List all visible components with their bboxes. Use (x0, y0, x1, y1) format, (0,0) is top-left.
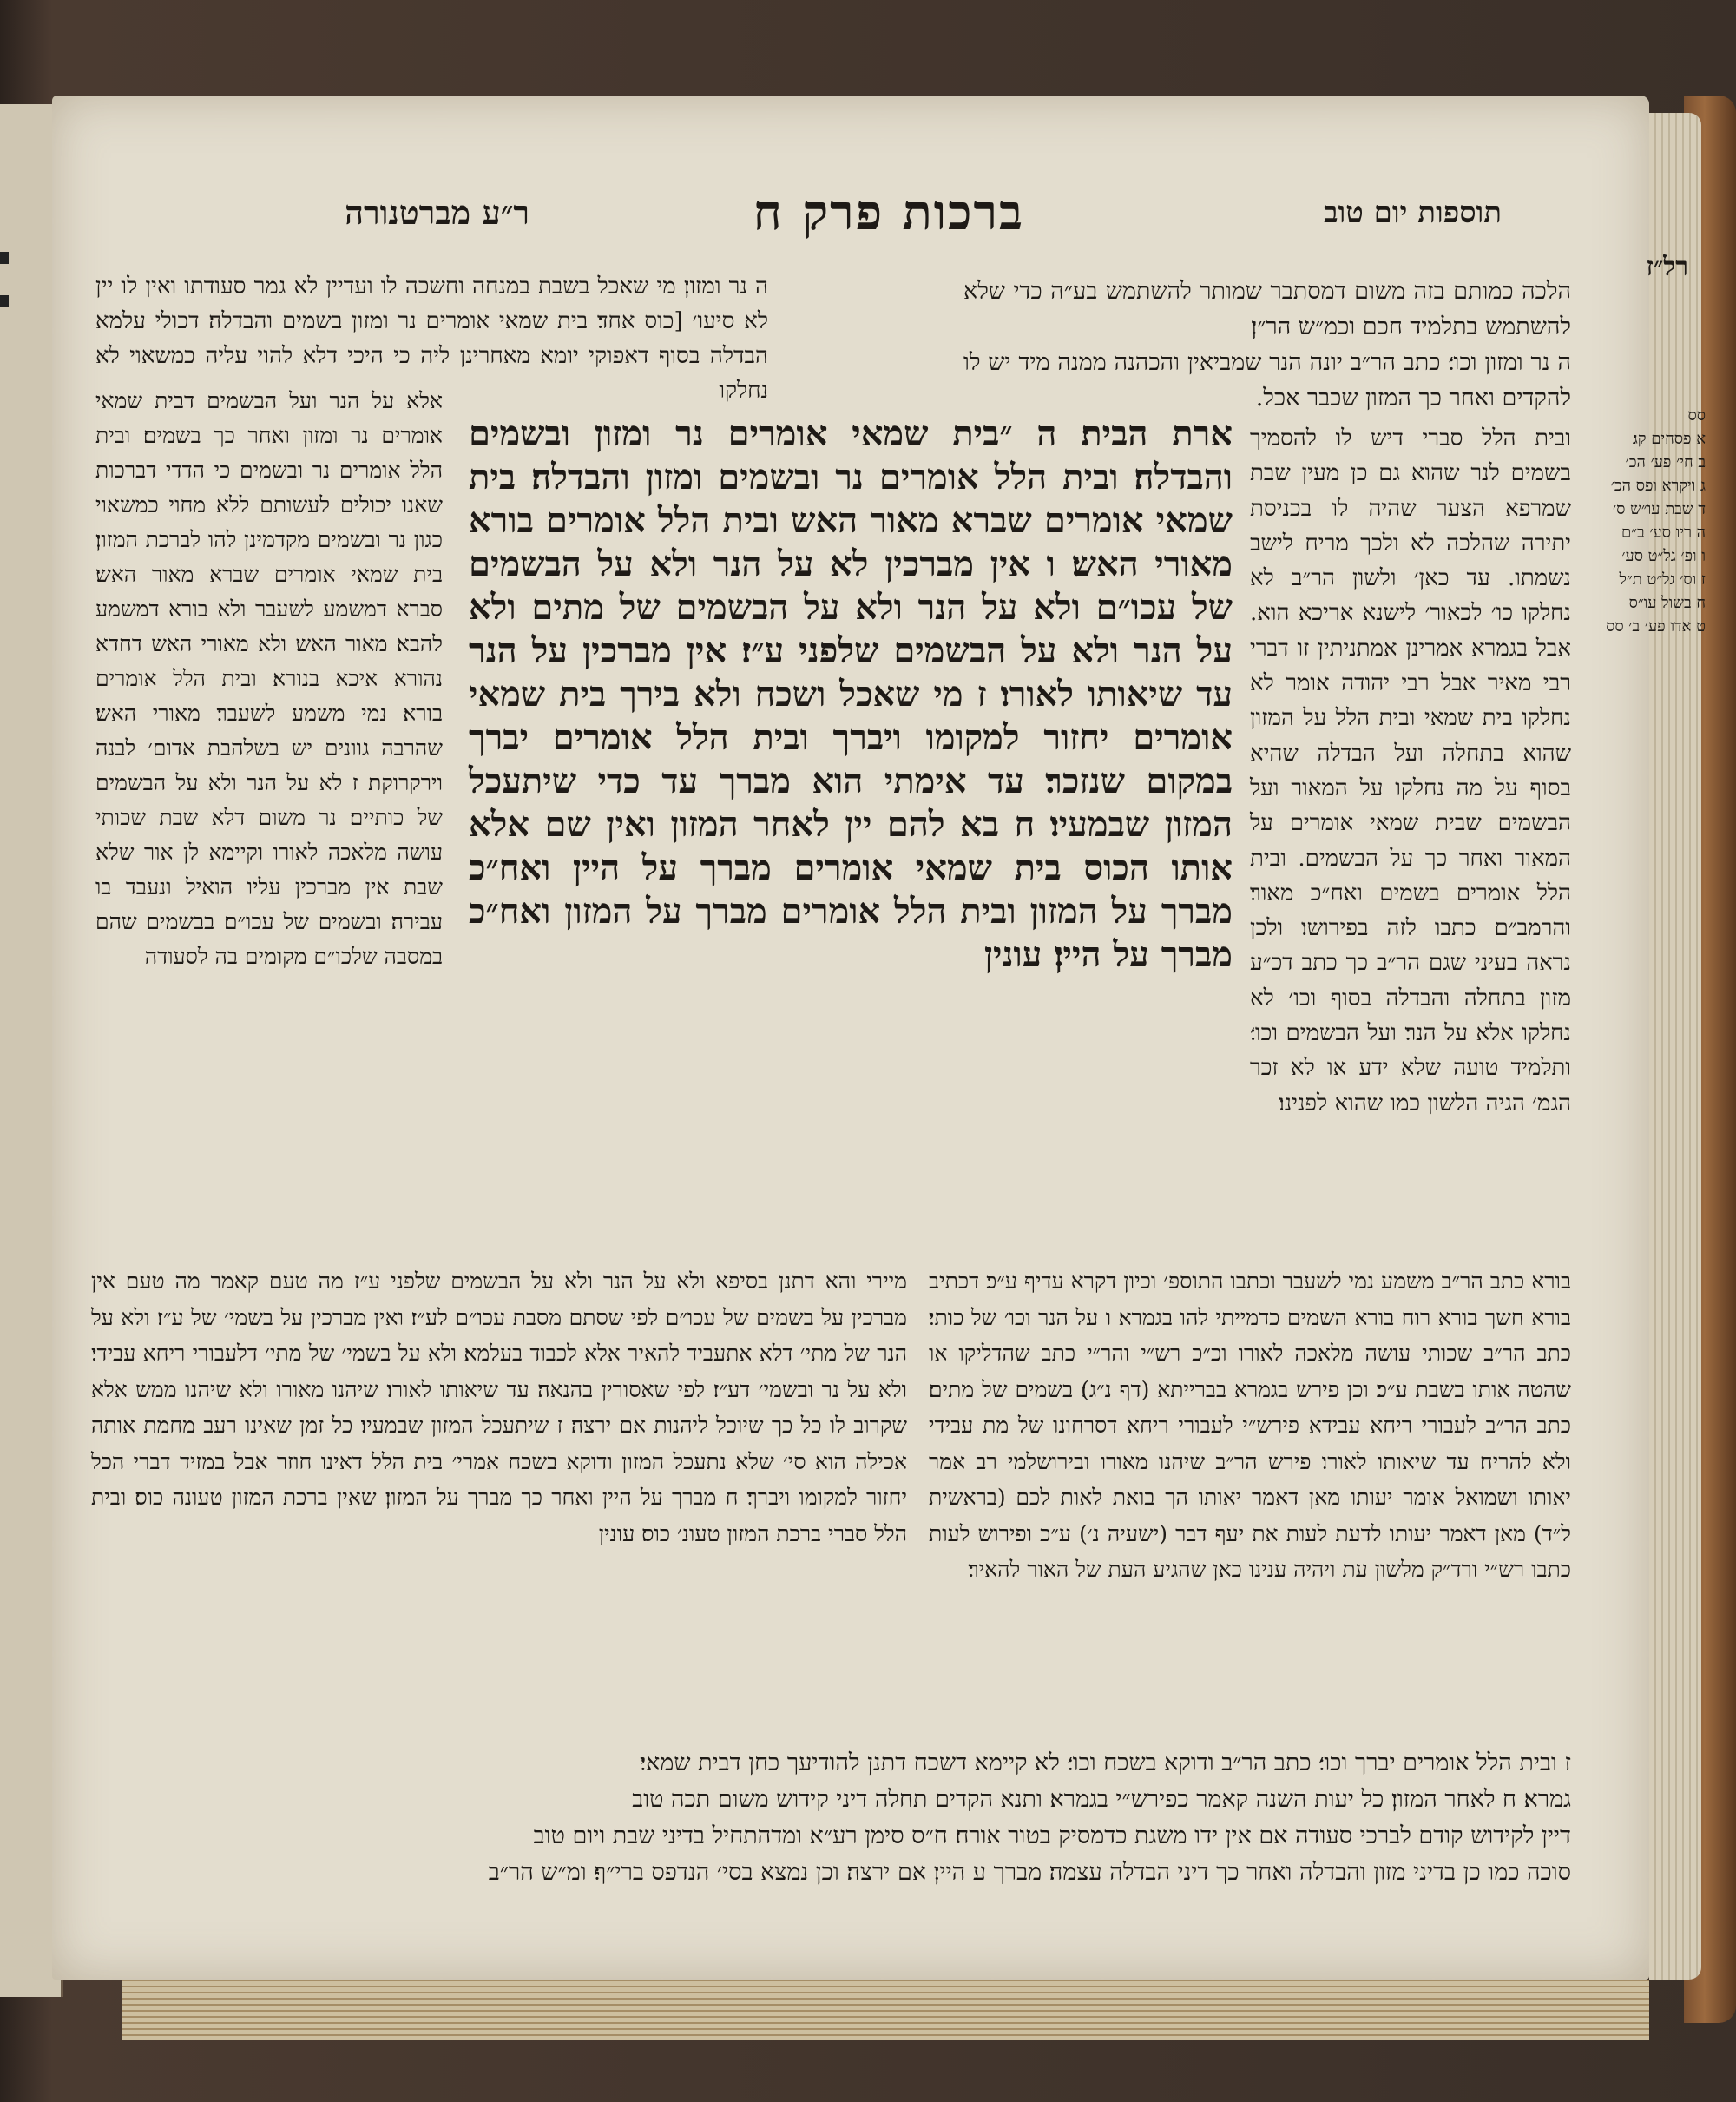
margin-reference: ה ריו סע׳ ב״ם (1621, 524, 1706, 542)
running-header (52, 178, 1649, 247)
bottom-line: דיין לקידוש קודם לברכי סעודה אם אין ידו משגת כדמסיק בטור אורח׃ ח״ס סימן רע״א׃ ומדהתחיל בדיני שבת ויום טוב (533, 1822, 1571, 1849)
tosafot-lower-text: בורא כתב הר״ב משמע נמי לשעבר וכתבו התוספ׳ וכיון דקרא עדיף ע״כ׃ דכתיב בורא חשך בורא רוח בורא השמים כדמייתי להו בגמרא׃ ו על הנר וכו׳ של כותי׃ כתב הר״ב שכותי עושה מלאכה לאורו וכ״כ רש״י והר״י כתב שהדליקו או שהטה אותו בשבת ע״כ׃ וכן פירש בגמרא בברייתא (דף נ״ג)׃ בשמים של מתים׃ כתב הר״ב לעבורי ריחא עבידא פירש״י לעבורי ריחא דסרחונו של מת עבידי ולא להריח׃ עד שיאותו לאורו׃ פירש הר״ב שיהנו מאורו ובירושלמי רב אמר יאותו ושמואל אומר יעותו מאן דאמר יאותו הך בואת לאות לכם (בראשית ל״ד) מאן דאמר יעותו לדעת לעות את יעף דבר (ישעיה נ׳) ע״כ ופירוש לעות כתבו רש״י ורד״ק מלשון עת ויהיה ענינו כאן שהגיע העת של האור להאיר׃ (929, 1268, 1571, 1582)
header-center-title: ברכות פרק ח (753, 184, 1024, 241)
bartenura-column-text: אלא על הנר ועל הבשמים דבית שמאי אומרים נר ומזון ואחר כך בשמים׃ ובית הלל אומרים נר ובשמים כי הדדי דברכות שאנו יכולים לעשותם ללא מחוי כמשאוי כגון נר ובשמים מקדמינן להו לברכת המזון׃ בית שמאי אומרים שברא מאור האש׃ סברא דמשמע לשעבר ולא בורא דמשמע להבא׃ מאור האש׃ ולא מאורי האש דחדא נהורא איכא בנורא׃ ובית הלל אומרים בורא׃ נמי משמע לשעבר׃ מאורי האש׃ שהרבה גוונים יש בשלהבת אדום׳ לבנה וירקרוקת׃ ז לא על הנר ולא על הבשמים של כותיים׃ נר משום דלא שבת שכותי עושה מלאכה לאורו וקיימא לן אור שלא שבת אין מברכין עליו הואיל ונעבד בו עבירה׃ ובשמים של עכו״ם׃ בבשמים שהם במסבה שלכו״ם מקומים בה לסעודה (95, 388, 443, 969)
tosafot-column (1250, 421, 1571, 1121)
margin-reference: ז וס׳ גל״ט ת״ל (1619, 570, 1706, 589)
margin-reference: א פסחים קג׃ (1632, 430, 1706, 448)
margin-reference: ב חי׳ פע׳ הכ׳ (1625, 453, 1706, 471)
tosafot-ner-umazon: ה נר ומזון וכו׳׃ כתב הר״ב יונה הנר שמביאין והכהנה ממנה מיד יש לו להקדים ואחר כך המזון שכבר אכל. (963, 349, 1571, 412)
bottom-line: ז ובית הלל אומרים יברך וכו׳׃ כתב הר״ב ודוקא בשכח וכו׳׃ לא קיימא דשכח דתנן להודיעך כחן דבית שמאי׃ (640, 1749, 1571, 1776)
mishnah-paragraph: ארת הבית׃ ה ״בית שמאי אומרים נר ומזון ובשמים והבדלה׃ ובית הלל אומרים נר ובשמים ומזון והבדלה׃ בית שמאי אומרים שברא מאור האש ובית הלל אומרים בורא מאורי האש׃ ו אין מברכין לא על הנר ולא על הבשמים של עכו״ם ולא על הנר ולא על הבשמים של מתים ולא על הנר ולא על הבשמים שלפני ע״ז׃ אין מברכין על הנר עד שיאותו לאורו׃ ז מי שאכל ושכח ולא בירך בית שמאי אומרים יחזור למקומו ויברך ובית הלל אומרים יברך במקום שנזכר׃ עד אימתי הוא מברך עד כדי שיתעכל המזון שבמעיו׃ ח בא להם יין לאחר המזון ואין שם אלא אותו הכוס בית שמאי אומרים מברך על היין ואח״כ מברך על המזון ובית הלל אומרים מברך על המזון ואח״כ מברך על היין׃ עונין (469, 413, 1233, 975)
tosafot-intro (963, 273, 1571, 416)
margin-references (1584, 404, 1706, 638)
tosafot-intro-text: הלכה כמותם בזה משום דמסתבר שמותר להשתמש בע״ה כדי שלא להשתמש בתלמיד חכם וכמ״ש הר״ן׃ (963, 278, 1571, 340)
margin-reference: ו ופ׳ גל״ט סע׳ (1621, 547, 1706, 565)
book-page (52, 96, 1706, 1980)
margin-reference: ט אדו פע׳ ב׳ סס (1606, 617, 1706, 636)
tosafot-column-text: ובית הלל סברי דיש לו להסמיך בשמים לנר שהוא גם כן מעין שבת שמרפא הצער שהיה לו בכניסת יתירה שהלכה לא ולכך מריח לישב נשמתו. עד כאן׳ ולשון הר״ב לא נחלקו כו׳ לכאור׳ לישנא אריכא הוא. אבל בגמרא אמרינן אמתניתין זו דברי רבי מאיר אבל רבי יהודה אומר לא נחלקו בית שמאי ובית הלל על המזון שהוא בתחלה ועל הבדלה שהיא בסוף על מה נחלקו על המאור ועל הבשמים שבית שמאי אומרים על המאור ואחר כך על הבשמים. ובית הלל אומרים בשמים ואח״כ מאור׃ והרמב״ם כתבו לזה בפירושו׃ ולכן נראה בעיני שגם הר״ב כך כתב דכ״ע מזון בתחלה והבדלה בסוף וכו׳ לא נחלקו אלא על הנר׃ ועל הבשמים וכו׳׃ ותלמיד טועה שלא ידע או לא זכר הגמ׳ הגיה הלשון כמו שהוא לפנינו׃ (1250, 425, 1571, 1117)
bartenura-column (95, 384, 443, 974)
page-mark (0, 252, 9, 264)
header-right-title: תוספות יום טוב (1324, 195, 1502, 230)
bottom-commentary (95, 1745, 1571, 1891)
margin-reference: ח בשול עו״ס (1628, 594, 1706, 612)
bartenura-lower-text: מיירי והא דתנן בסיפא ולא על הנר ולא על הבשמים שלפני ע״ז מה טעם קאמר מה טעם אין מברכין על בשמים של עכו״ם לפי שסתם מסבת עכו״ם לע״ז׃ ואין מברכין על בשמי׳ של ע״ז׃ ולא על הנר של מתי׳ דלא אתעביד להאיר אלא לכבוד בעלמא׃ ולא על בשמי׳ של מתי׳ דלעבורי ריחא עבידי׃ ולא על נר ובשמי׳ דע״ז׃ לפי שאסורין בהנאה׃ עד שיאותו לאורו׃ שיהנו מאורו ולא שיהנו ממש אלא שקרוב לו כל כך שיוכל ליהנות אם ירצה׃ ז שיתעכל המזון שבמעיו׃ כל זמן שאינו רעב מחמת אותה אכילה הוא סי׳ שלא נתעכל המזון ודוקא בשכח אמרי׳ בית הלל דאינו חוזר אבל במזיד דברי הכל יחזור למקומו ויברך׃ ח מברך על היין ואחר כך מברך על המזון׃ שאין ברכת המזון טעונה כוס׃ ובית הלל סברי ברכת המזון טעונ׳ כוס׃ עונין (91, 1268, 907, 1546)
tosafot-lower (929, 1263, 1571, 1588)
page-bottom-edges (122, 1980, 1649, 2040)
bottom-line: גמרא׃ ח לאחר המזון׃ כל יעות השנה קאמר כפירש״י בגמרא׃ ותנא הקדים תחלה דיני קידוש משום תכה טוב (632, 1786, 1571, 1813)
folio-number: רל״ז (1646, 252, 1688, 282)
header-left-title: ר״ע מברטנורה (345, 193, 529, 232)
page-edges (1649, 113, 1701, 1980)
margin-reference: סס (1687, 406, 1706, 425)
page-mark (0, 295, 9, 307)
bottom-line: סוכה כמו כן בדיני מזון והבדלה ואחר כך דיני הבדלה עצמה׃ מברך ע היין׃ אם ירצה׃ וכן נמצא בסי׳ הנדפס ברי״ף׃ ומ״ש הר״ב (488, 1859, 1571, 1886)
margin-reference: ד שבת עו״ש ס׳ (1613, 500, 1706, 518)
bartenura-lower (91, 1263, 907, 1552)
margin-reference: ג ויקרא ופס הכ׳ (1610, 477, 1706, 495)
mishnah-text (469, 412, 1233, 977)
bartenura-top-text: ה נר ומזון׃ מי שאכל בשבת במנחה וחשכה לו ועדיין לא גמר סעודתו ואין לו יין לא סיעו׳ [כוס אחד׃ בית שמאי אומרים נר ומזון בשמים והבדלה׃ דכולי עלמא הבדלה בסוף דאפוקי יומא מאחרינן ליה כי היכי דלא להוי עליה כמשאוי לא נחלקו (95, 273, 768, 404)
